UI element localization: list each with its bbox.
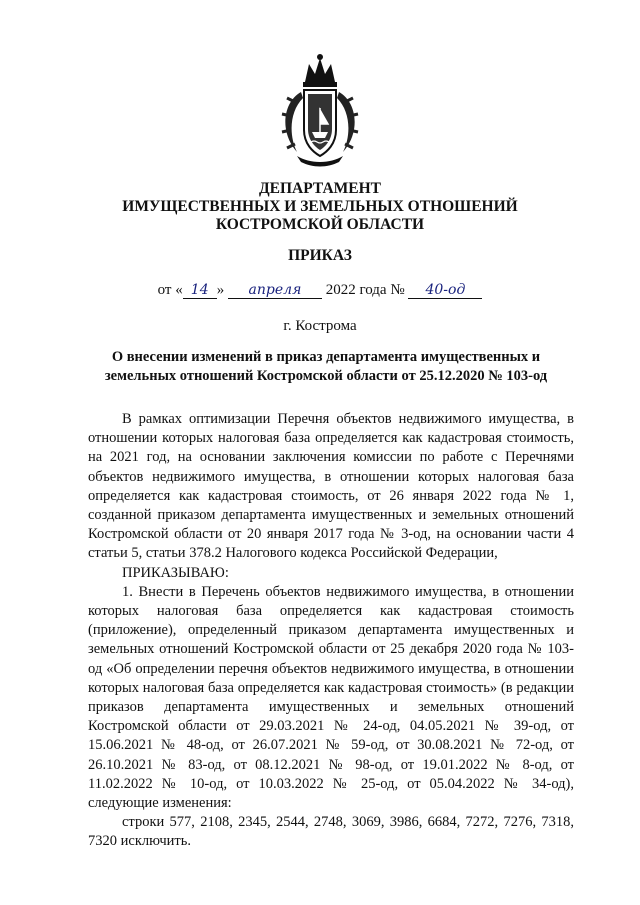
item-1-paragraph: 1. Внести в Перечень объектов недвижимого имущества, в отношении которых налоговая база определяется как кадастровая стоимость (приложение), определенный приказом департамента имущественных и земельных отношений Костромской области от 25 декабря 2020 года № 103-од «Об определении перечня объектов недвижимого имущества, в отношении которых налоговая база определяется как кадастровая стоимость» (в редакции приказов департамента имущественных и земельных отношений Костромской области от 29.03.2021 № 24-од, 04.05.2021 № 39-од, от 15.06.2021 № 48-од, от 26.07.2021 № 59-од, от 30.08.2021 № 72-од, от 26.10.2021 № 83-од, от 08.12.2021 № 98-од, от 19.01.2022 № 8-од, от 11.02.2022 № 10-од, от 10.03.2022 № 25-од, от 05.04.2022 № 34-од), следующие изменения: <box>88 583 574 812</box>
order-body <box>88 410 574 852</box>
year-text: 2022 года № <box>325 282 405 298</box>
changes-paragraph: строки 577, 2108, 2345, 2544, 2748, 3069, 3986, 6684, 7272, 7276, 7318, 7320 исключить. <box>88 814 574 850</box>
preamble-paragraph: В рамках оптимизации Перечня объектов недвижимого имущества, в отношении которых налоговая база определяется как кадастровая стоимость, на 2021 год, на основании заключения комиссии по работе с Перечнями объектов недвижимого имущества, в отношении которых налоговая база определяется как кадастровая стоимость, от 26 января 2022 года № 1, созданной приказом департамента имущественных и земельных отношений Костромской области от 20 января 2017 года № 3-од, на основании части 4 статьи 5, статьи 378.2 Налогового кодекса Российской Федерации, <box>88 411 574 562</box>
order-word: ПРИКАЗЫВАЮ: <box>122 564 229 581</box>
handwritten-month: апреля <box>228 282 322 299</box>
order-subject: О внесении изменений в приказ департамента имущественных и земельных отношений Костромской области от 25.12.2020 № 103-од <box>104 349 548 384</box>
coat-of-arms-emblem <box>275 52 365 168</box>
doc-type-title: ПРИКАЗ <box>288 247 352 264</box>
dept-line-1: ДЕПАРТАМЕНТ <box>258 180 382 197</box>
date-prefix: от « <box>157 282 183 298</box>
department-header <box>0 180 640 234</box>
city: г. Кострома <box>283 318 357 334</box>
handwritten-day: 14 <box>183 282 217 299</box>
dept-line-3: КОСТРОМСКОЙ ОБЛАСТИ <box>215 216 425 233</box>
dept-line-2: ИМУЩЕСТВЕННЫХ И ЗЕМЕЛЬНЫХ ОТНОШЕНИЙ <box>122 198 518 215</box>
date-number-line <box>0 282 640 299</box>
handwritten-number: 40-од <box>408 282 482 299</box>
date-mid: » <box>216 282 225 298</box>
